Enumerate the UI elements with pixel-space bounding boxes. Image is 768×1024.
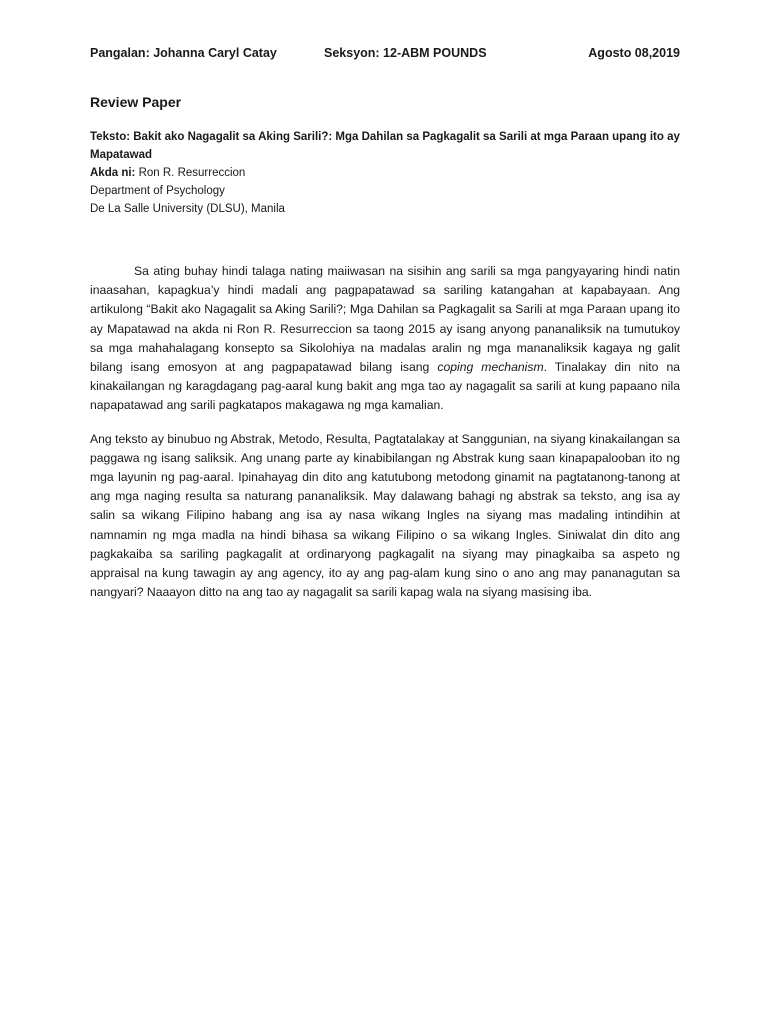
author-line <box>90 164 680 182</box>
date-label: Agosto 08,2019 <box>588 46 680 60</box>
department: Department of Psychology <box>90 185 225 197</box>
student-name: Pangalan: Johanna Caryl Catay <box>90 46 277 60</box>
paragraph-1-italic: coping mechanism <box>437 360 544 375</box>
reference-block <box>90 128 680 218</box>
section-label: Seksyon: 12-ABM POUNDS <box>324 46 487 60</box>
page-title: Review Paper <box>90 94 182 110</box>
header-row <box>90 46 680 66</box>
author-label: Akda ni: <box>90 167 136 179</box>
paragraph-1-part-2: . Tinalakay din nito na kinakailangan ng karagdagang pag-aaral kung bakit ang mga tao ay nagagalit sa sarili at kung papaano nila napapatawad ang sarili pagkatapos makagawa ng mga kamalian. <box>90 360 681 413</box>
text-title: Bakit ako Nagagalit sa Aking Sarili?: Mga Dahilan sa Pagkagalit sa Sarili at mga Paraan upang ito ay Mapatawad <box>90 131 680 161</box>
paragraph-1 <box>90 262 680 416</box>
university: De La Salle University (DLSU), Manila <box>90 203 285 215</box>
text-label: Teksto: <box>90 131 131 143</box>
paragraph-2: Ang teksto ay binubuo ng Abstrak, Metodo, Resulta, Pagtatalakay at Sanggunian, na siyang kinakailangan sa paggawa ng isang saliksik. Ang unang parte ay kinabibilangan ng Abstrak kung saan kinapapalooban ito ng mga layunin ng pag-aaral. Ipinahayag din dito ang katutubong metodong ginamit na pagtatanong-tanong at ang mga naging resulta sa naturang pananaliksik. May dalawang bahagi ng abstrak sa teksto, ang isa ay salin sa wikang Filipino habang ang isa ay nasa wikang Ingles na siyang mas madaling intindihin at namnamin ng mga madla na hindi bihasa sa wikang Filipino o sa wikang Ingles. Siniwalat din dito ang pagkakaiba sa sariling pagkagalit at ordinaryong pagkagalit na siyang may pinagkaiba sa aspeto ng appraisal na kung tawagin ay ang agency, ito ay ang pag-alam kung sino o ano ang may pananagutan sa nangyari? Naaayon ditto na ang tao ay nagagalit sa sarili kapag wala na siyang masising iba. <box>90 431 680 600</box>
author-name: Ron R. Resurreccion <box>138 167 246 179</box>
text-reference <box>90 128 680 164</box>
body-text <box>90 262 680 616</box>
paragraph-1-part-1: Sa ating buhay hindi talaga nating maiiwasan na sisihin ang sarili sa mga pangyayaring hindi natin inaasahan, kapagkua’y hindi madali ang pagpapatawad sa sariling katangahan at kapabayaan. Ang artikulong “Bakit ako Nagagalit sa Aking Sarili?; Mga Dahilan sa Pagkagalit sa Sarili at mga Paraan upang ito ay Mapatawad na akda ni Ron R. Resurreccion sa taong 2015 ay isang anyong pananaliksik na tumutukoy sa mga mahahalagang konsepto sa Sikolohiya na madalas aralin ng mga mananaliksik kagaya ng galit bilang isang emosyon at ang pagpapatawad bilang isang <box>90 264 680 375</box>
